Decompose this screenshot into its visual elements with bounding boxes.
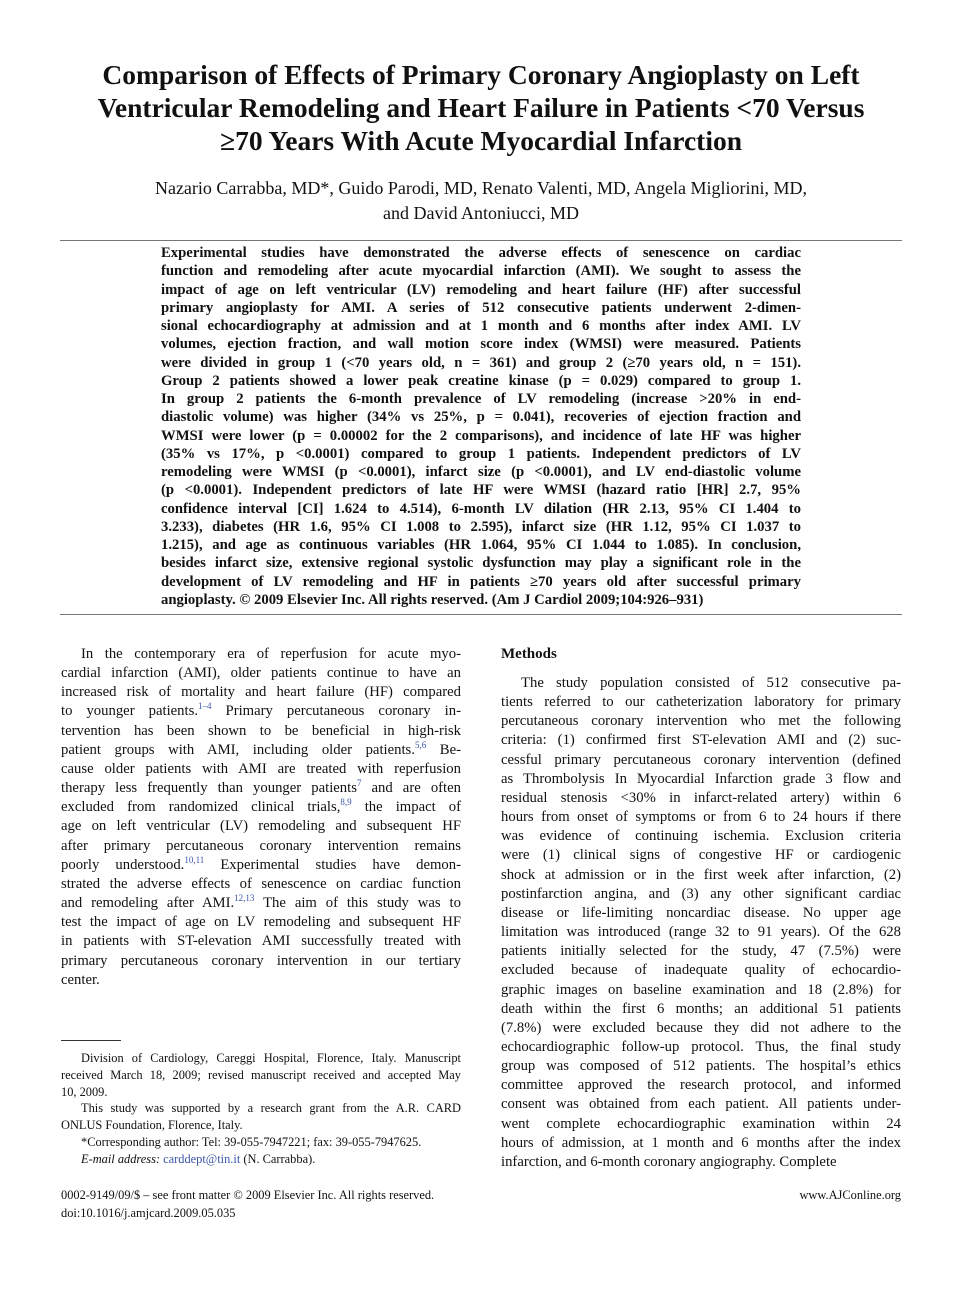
body-text: Experimental studies have demon- [204,856,461,873]
body-text: poorly understood. [61,856,185,873]
journal-website[interactable]: www.AJConline.org [799,1188,901,1202]
body-line: went complete echocardiographic examination within 24 [501,1115,901,1132]
body-line [61,702,461,721]
footnote-line: received March 18, 2009; revised manuscript received and accepted May [61,1067,461,1082]
body-line: limitation was introduced (range 32 to 91 years). Of the 628 [501,924,901,941]
body-line: was evidence of continuing ischemia. Exclusion criteria [501,828,901,845]
body-line: as Thrombolysis In Myocardial Infarction grade 3 flow and [501,770,901,787]
footnote-email [61,1151,461,1168]
title-line: ≥70 Years With Acute Myocardial Infarction [219,125,743,156]
footnote-line: ONLUS Foundation, Florence, Italy. [61,1118,243,1133]
citation-reference[interactable]: 8,9 [340,797,352,808]
body-line: echocardiographic follow-up protocol. Thus, the final study [501,1038,901,1055]
author-line: and David Antoniucci, MD [383,202,579,223]
body-line: percutaneous coronary intervention who met the following [501,713,901,730]
email-suffix: (N. Carrabba). [240,1151,316,1166]
body-text: Be- [426,741,461,758]
footnotes [61,1050,461,1168]
body-line: shock at admission or in the first week after infarction, (2) [501,866,901,883]
abstract-line: development of LV remodeling and HF in patients ≥70 years old after successful primary [161,573,801,590]
body-line: patients initially selected for the study, 47 (7.5%) were [501,943,901,960]
abstract-bottom-rule [60,614,902,615]
abstract-line: confidence interval [CI] 1.624 to 4.514), 6-month LV dilation (HR 2.13, 95% CI 1.404 to [161,500,801,517]
body-line [61,817,461,836]
body-line: committee approved the research protocol, and informed [501,1077,901,1094]
issn-line: 0002-9149/09/$ – see front matter © 2009 Elsevier Inc. All rights reserved. [61,1188,435,1202]
body-line [61,645,461,664]
body-text: primary percutaneous coronary intervention in our tertiary [61,952,461,969]
body-line [61,683,461,702]
citation-reference[interactable]: 5,6 [414,739,427,750]
author-list [60,176,902,225]
body-text: strated the adverse effects of senescence on cardiac function [61,875,461,892]
body-line: postinfarction angina, and (3) any other significant cardiac [501,885,901,902]
title-line: Ventricular Remodeling and Heart Failure in Patients <70 Versus [97,92,865,123]
body-line [61,741,461,760]
citation-reference[interactable]: 7 [356,778,362,789]
body-text: tervention has been shown to be beneficial in high-risk [61,722,461,739]
body-line [61,837,461,856]
body-line [61,952,461,971]
article-title [60,58,902,157]
body-line [61,913,461,932]
body-line: consent was obtained from each patient. All patients under- [501,1096,901,1113]
abstract-line: WMSI were lower (p = 0.00002 for the 2 comparisons), and incidence of late HF was higher [161,427,801,444]
body-line: hours of admission, at 1 month and 6 months after the index [501,1134,901,1151]
introduction-column [61,645,461,990]
author-line: Nazario Carrabba, MD*, Guido Parodi, MD, Renato Valenti, MD, Angela Migliorini, MD, [154,178,808,198]
body-line [61,932,461,951]
abstract-line: In group 2 patients the 6-month prevalence of LV remodeling (increase >20% in end- [161,391,801,407]
body-line: tients referred to our catheterization laboratory for primary [501,694,901,711]
body-line: infarction, and 6-month coronary angiography. Complete [501,1153,837,1170]
body-text: age on left ventricular (LV) remodeling and subsequent HF [61,818,461,835]
body-line: (7.8%) were excluded because they did not adhere to the [501,1019,901,1036]
abstract-line: 1.215), and age as continuous variables (HR 1.064, 95% CI 1.044 to 1.085). In conclusion, [161,537,801,553]
body-text: patient groups with AMI, including older patients. [61,741,415,758]
abstract-line: were divided in group 1 (<70 years old, n = 361) and group 2 (≥70 years old, n = 151). [161,354,801,371]
abstract-line: (p <0.0001). Independent predictors of late HF were WMSI (hazard ratio [HR] 2.7, 95% [161,482,801,499]
abstract-line: 3.233), diabetes (HR 1.6, 95% CI 1.008 to 2.595), infarct size (HR 1.12, 95% CI 1.037 to [161,518,801,535]
body-line: disease or life-limiting noncardiac disease. No upper age [501,904,901,921]
abstract-top-rule [60,240,902,241]
methods-column [501,645,901,1172]
footnote-rule [61,1040,121,1041]
body-line [61,760,461,779]
body-line [61,664,461,683]
body-text: cardial infarction (AMI), older patients continue to have an [61,665,461,682]
abstract-line: angioplasty. © 2009 Elsevier Inc. All rights reserved. (Am J Cardiol 2009;104:926–931) [161,591,704,608]
body-line [61,722,461,741]
body-line [61,875,461,894]
abstract-line: besides infarct size, extensive regional systolic dysfunction may play a significant role in the [161,555,801,572]
body-text: to younger patients. [61,703,198,720]
body-line [61,856,461,875]
body-text: and remodeling after AMI. [61,895,235,912]
footnote-affiliation [61,1050,461,1100]
abstract-line: primary angioplasty for AMI. A series of 512 consecutive patients underwent 2-dimen- [161,299,801,316]
email-link[interactable]: carddept@tin.it [163,1151,241,1166]
body-text: therapy less frequently than younger patients [61,780,357,797]
body-text: In the contemporary era of reperfusion for acute myo- [81,646,461,662]
body-text: test the impact of age on LV remodeling and subsequent HF [61,914,461,931]
body-text: excluded from randomized clinical trials, [61,799,341,816]
body-text: after primary percutaneous coronary intervention remains [61,837,461,854]
body-line: The study population consisted of 512 consecutive pa- [521,675,901,691]
body-line: graphic images on baseline examination and 18 (2.8%) for [501,981,901,998]
body-text: center. [61,971,100,988]
methods-body [501,674,901,1172]
abstract-line: function and remodeling after acute myocardial infarction (AMI). We sought to assess the [161,263,801,280]
body-line [61,798,461,817]
body-line [61,971,461,990]
body-line: death within the first 6 months; an additional 51 patients [501,1000,901,1017]
citation-reference[interactable]: 10,11 [184,854,205,865]
abstract-line: diastolic volume) was higher (34% vs 25%, p = 0.041), recoveries of ejection fraction and [161,409,801,426]
body-text: cause older patients with AMI are treated with reperfusion [61,760,461,777]
abstract-line: sional echocardiography at admission and at 1 month and 6 months after index AMI. LV [161,318,801,334]
footnote-line: This study was supported by a research grant from the A.R. CARD [81,1101,461,1116]
body-text: and are often [361,780,461,797]
methods-heading: Methods [501,646,557,662]
citation-reference[interactable]: 12,13 [234,893,255,904]
email-label: E-mail address: [81,1151,161,1166]
body-line [61,779,461,798]
footnote-grant [61,1100,461,1134]
body-text: The aim of this study was to [254,895,461,912]
abstract-line: volumes, ejection fraction, and wall motion score index (WMSI) were measured. Patients [161,336,801,353]
title-line: Comparison of Effects of Primary Coronary Angioplasty on Left [102,59,860,90]
footnote-line: 10, 2009. [61,1084,108,1099]
body-line: residual stenosis <30% in infarct-related artery) within 6 [501,789,901,806]
body-text: in patients with ST-elevation AMI successfully treated with [61,933,461,950]
body-line: excluded because of inadequate quality of echocardio- [501,962,901,979]
publication-info [61,1186,434,1222]
body-line: hours from onset of symptoms or from 6 to 24 hours if there [501,809,901,826]
body-line: were (1) clinical signs of congestive HF or cardiogenic [501,847,901,864]
footnote-line: Division of Cardiology, Careggi Hospital, Florence, Italy. Manuscript [81,1051,461,1065]
body-text: the impact of [351,799,461,816]
abstract-line: (35% vs 17%, p <0.0001) compared to group 1 patients. Independent predictors of LV [161,445,801,462]
body-line: group was composed of 512 patients. The hospital’s ethics [501,1058,901,1075]
body-line [61,894,461,913]
body-text: increased risk of mortality and heart failure (HF) compared [61,684,461,701]
abstract-line: remodeling were WMSI (p <0.0001), infarct size (p <0.0001), and LV end-diastolic volume [161,464,801,480]
abstract-line: Group 2 patients showed a lower peak creatine kinase (p = 0.029) compared to group 1. [161,372,801,389]
footnote-corresponding-author: *Corresponding author: Tel: 39-055-7947221; fax: 39-055-7947625. [81,1134,422,1149]
abstract-line: impact of age on left ventricular (LV) remodeling and heart failure (HF) after successful [161,281,801,298]
body-text: Primary percutaneous coronary in- [211,703,461,720]
abstract-line: Experimental studies have demonstrated the adverse effects of senescence on cardiac [161,245,801,261]
body-line: cessful primary percutaneous coronary intervention (defined [501,751,901,768]
abstract [161,244,801,609]
doi-line: doi:10.1016/j.amjcard.2009.05.035 [61,1206,236,1220]
citation-reference[interactable]: 1–4 [198,701,212,712]
body-line: criteria: (1) confirmed first ST-elevation AMI and (2) suc- [501,732,901,749]
